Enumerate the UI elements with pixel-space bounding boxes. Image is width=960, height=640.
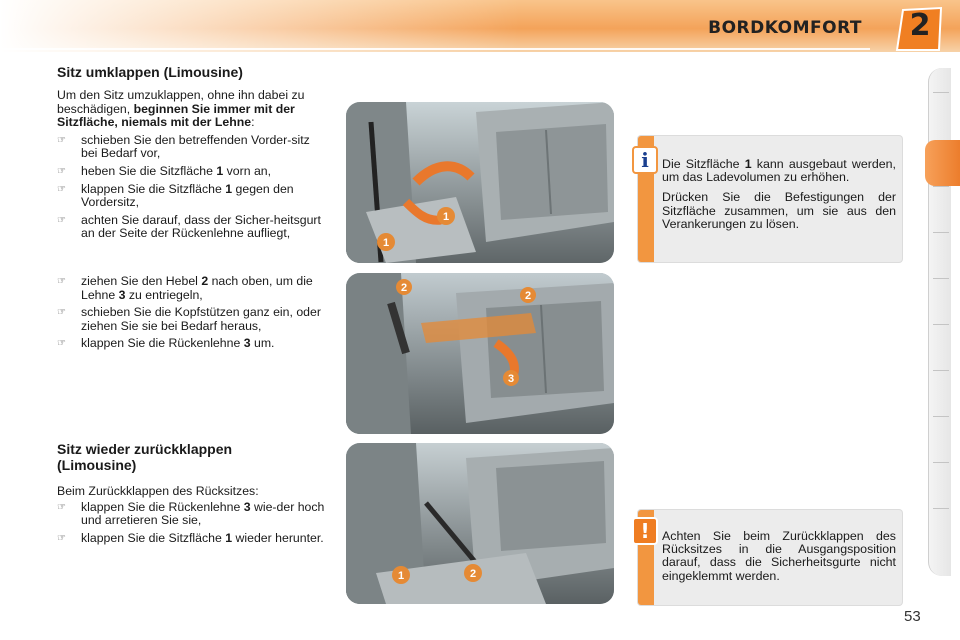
hand-pointer-icon: ☞ <box>57 276 66 287</box>
chapter-title: BORDKOMFORT <box>708 18 862 38</box>
hand-pointer-icon: ☞ <box>57 183 66 195</box>
list-item <box>57 183 329 210</box>
info-paragraph: Drücken Sie die Befestigungen der Sitzfläche zusammen, um sie aus den Verankerungen zu lösen. <box>662 190 896 231</box>
step-text: wieder herunter. <box>232 530 324 545</box>
seat-illustration <box>346 102 614 263</box>
tab-divider <box>933 508 949 509</box>
tab-divider <box>933 370 949 371</box>
step-text: gegen den Vordersitz, <box>81 181 294 210</box>
hand-pointer-icon: ☞ <box>57 165 66 177</box>
section-title: Sitz umklappen (Limousine) <box>57 64 243 80</box>
tab-divider <box>933 416 949 417</box>
header-fade <box>0 0 520 52</box>
header-divider <box>0 48 870 50</box>
info-paragraph <box>662 158 896 184</box>
tab-divider <box>933 278 949 279</box>
list-item <box>57 275 329 302</box>
step-text: um. <box>250 336 275 351</box>
step-text: nach oben, um die Lehne <box>81 274 313 302</box>
step-text: schieben Sie die Kopfstützen ganz ein, oder ziehen Sie sie bei Bedarf heraus, <box>81 305 321 333</box>
figure-unfold-seat <box>346 443 614 604</box>
page-number: 53 <box>904 608 921 625</box>
step-text: klappen Sie die Sitzfläche <box>81 530 226 545</box>
step-text: achten Sie darauf, dass der Sicher-heitsgurt an der Seite der Rückenlehne aufliegt, <box>81 212 321 241</box>
section-fold-seat <box>57 64 329 245</box>
steps-list <box>57 134 329 241</box>
info-ref-number: 1 <box>744 157 752 171</box>
warning-box <box>638 510 902 605</box>
list-item <box>57 501 329 528</box>
chapter-number: 2 <box>909 8 931 43</box>
callout-label: 1 <box>397 570 405 582</box>
step-ref-number: 1 <box>225 181 233 196</box>
list-item <box>57 165 329 179</box>
info-box <box>638 136 902 262</box>
section-unfold-seat <box>57 441 329 549</box>
page-header <box>0 0 960 52</box>
step-text: vorn an, <box>223 163 272 178</box>
chapter-tab-active[interactable] <box>925 140 960 186</box>
step-ref-number: 3 <box>243 499 251 514</box>
section-intro: Beim Zurückklappen des Rücksitzes: <box>57 484 259 498</box>
hand-pointer-icon: ☞ <box>57 307 66 319</box>
chapter-badge <box>895 6 945 52</box>
step-text: heben Sie die Sitzfläche <box>81 163 217 178</box>
section-fold-backrest <box>57 275 329 355</box>
list-item <box>57 337 329 351</box>
hand-pointer-icon: ☞ <box>57 134 66 146</box>
hand-pointer-icon: ☞ <box>57 214 66 226</box>
hand-pointer-icon: ☞ <box>57 501 66 513</box>
callout-label: 1 <box>442 211 450 223</box>
step-ref-number: 1 <box>225 530 233 545</box>
warning-icon: ! <box>632 517 658 545</box>
step-text: ziehen Sie den Hebel <box>81 274 202 288</box>
hand-pointer-icon: ☞ <box>57 532 66 544</box>
step-text: klappen Sie die Sitzfläche <box>81 181 226 196</box>
figure-fold-backrest <box>346 273 614 434</box>
callout-label: 3 <box>507 373 515 385</box>
figure-fold-cushion <box>346 102 614 263</box>
seat-illustration <box>346 273 614 434</box>
step-ref-number: 3 <box>243 336 251 351</box>
seat-illustration <box>346 443 614 604</box>
list-item <box>57 134 329 161</box>
step-text: klappen Sie die Rückenlehne <box>81 336 244 351</box>
list-item <box>57 214 329 241</box>
step-ref-number: 3 <box>118 287 126 302</box>
info-text-part: Die Sitzfläche <box>662 157 745 171</box>
list-item <box>57 532 329 546</box>
step-ref-number: 1 <box>216 163 224 178</box>
section-intro <box>57 89 329 130</box>
tab-divider <box>933 92 949 93</box>
tab-divider <box>933 232 949 233</box>
callout-label: 2 <box>469 568 477 580</box>
step-text: wie-der hoch und arretieren Sie sie, <box>81 499 325 528</box>
section-title: Sitz wieder zurückklappen (Limousine) <box>57 441 233 473</box>
step-text: klappen Sie die Rückenlehne <box>81 499 244 514</box>
hand-pointer-icon: ☞ <box>57 338 66 350</box>
step-text: zu entriegeln, <box>125 287 203 302</box>
warning-text: Achten Sie beim Zurückklappen des Rücksitzes in die Ausgangsposition darauf, dass die Sicherheitsgurte nicht eingeklemmt werden. <box>662 529 896 583</box>
step-text: schieben Sie den betreffenden Vorder-sitz bei Bedarf vor, <box>81 132 310 161</box>
tab-divider <box>933 324 949 325</box>
info-icon: i <box>632 146 658 174</box>
info-text <box>660 136 902 237</box>
tab-divider <box>933 462 949 463</box>
intro-end: : <box>251 115 255 130</box>
step-ref-number: 2 <box>201 274 209 288</box>
list-item <box>57 306 329 333</box>
tab-divider <box>933 186 949 187</box>
info-text-part: kann ausgebaut werden, um das Ladevolumen zu erhöhen. <box>662 157 897 185</box>
callout-label: 1 <box>382 237 390 249</box>
callout-label: 2 <box>400 282 408 294</box>
callout-label: 2 <box>524 290 532 302</box>
intro-text: Um den Sitz umzuklappen, ohne ihn dabei zu beschädigen, <box>57 88 305 116</box>
intro-emphasis: beginnen Sie immer mit der Sitzfläche, niemals mit der Lehne <box>57 101 295 130</box>
